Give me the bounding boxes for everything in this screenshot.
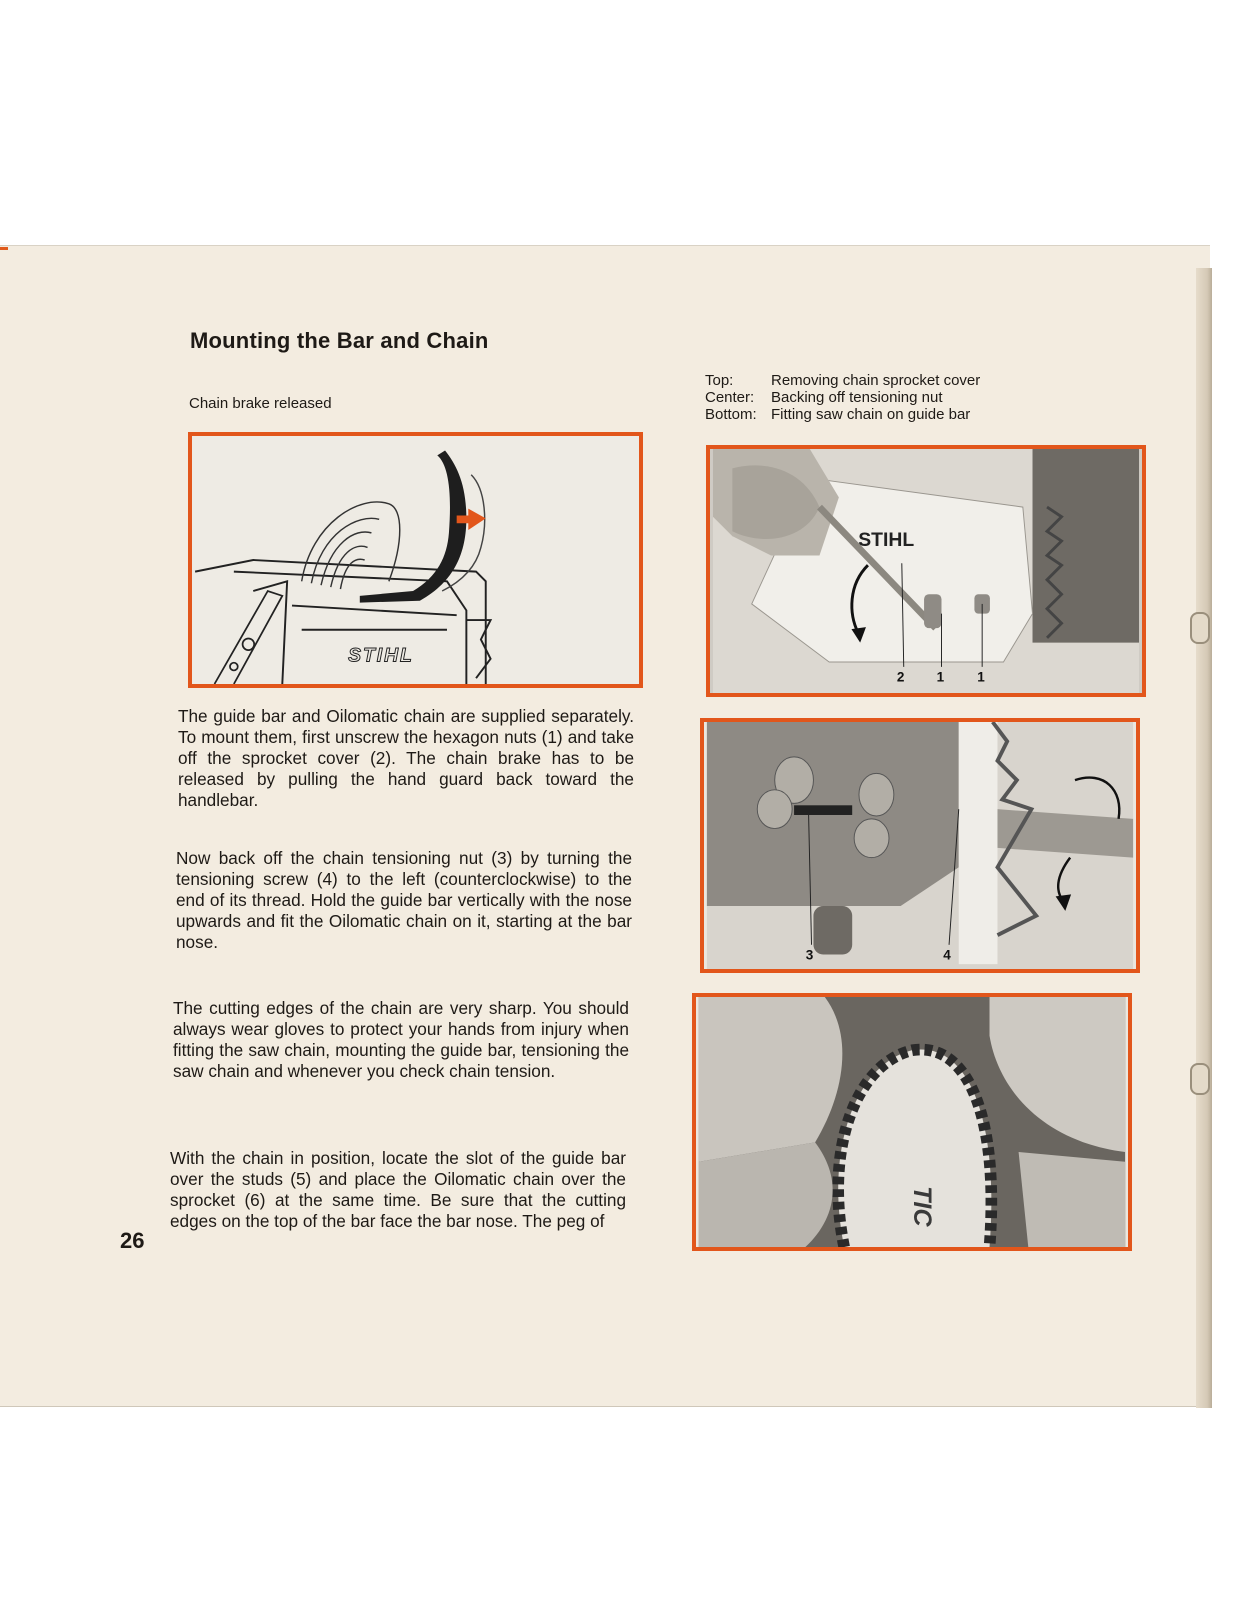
callout-number: 1 (936, 669, 945, 685)
body-paragraph: With the chain in position, locate the slot of the guide bar over the studs (5) and place the Oilomatic chain over the sprocket (6) at the same time. Be sure that the cutting edges on the top of the bar face the bar nose. The peg of (170, 1148, 626, 1231)
page-edge (1196, 268, 1212, 1408)
page-number: 26 (120, 1228, 145, 1253)
body-paragraph: Now back off the chain tensioning nut (3) by turning the tensioning screw (4) to the left (counterclockwise) to the end of its thread. Hold the guide bar vertically with the nose upwards and fit the Oilomatic chain on it, starting at the bar nose. (176, 848, 632, 952)
photo-center-drawing (704, 722, 1136, 969)
body-paragraph: The cutting edges of the chain are very sharp. You should always wear gloves to protect your hands from injury when fitting the saw chain, mounting the guide bar, tensioning the saw chain and whenever you check chain tension. (173, 998, 629, 1081)
stihl-logo-text: STIHL (858, 528, 915, 551)
stihl-logo-text: STIHL (348, 644, 414, 667)
callout-number: 2 (896, 669, 905, 685)
chain-brake-illustration (188, 432, 643, 688)
edge-mark (0, 247, 8, 250)
caption-text: Removing chain sprocket cover (771, 372, 981, 389)
callout-number: 3 (805, 947, 814, 963)
photo-bottom-drawing (696, 997, 1128, 1247)
figure-caption-chain-brake: Chain brake released (189, 395, 332, 412)
photo-captions (705, 372, 1031, 423)
body-paragraph: The guide bar and Oilomatic chain are supplied separately. To mount them, first unscrew the hexagon nuts (1) and take off the sprocket cover (2). The chain brake has to be released by pulling the hand guard back toward the handlebar. (178, 706, 634, 810)
page-title: Mounting the Bar and Chain (190, 328, 489, 353)
brand-text: TIC (907, 1185, 936, 1227)
caption-position: Center: (705, 389, 755, 406)
caption-text: Backing off tensioning nut (771, 389, 943, 406)
photo-top-drawing (710, 449, 1142, 693)
binding-ring (1190, 1063, 1210, 1095)
photo-backing-off-nut (700, 718, 1140, 973)
binding-ring (1190, 612, 1210, 644)
callout-number: 4 (943, 947, 951, 963)
callout-number: 1 (977, 669, 985, 685)
photo-removing-sprocket-cover (706, 445, 1146, 697)
photo-fitting-chain (692, 993, 1132, 1251)
caption-text: Fitting saw chain on guide bar (771, 406, 971, 423)
chain-brake-drawing (192, 436, 639, 684)
caption-position: Top: (705, 372, 734, 389)
caption-position: Bottom: (705, 406, 757, 423)
